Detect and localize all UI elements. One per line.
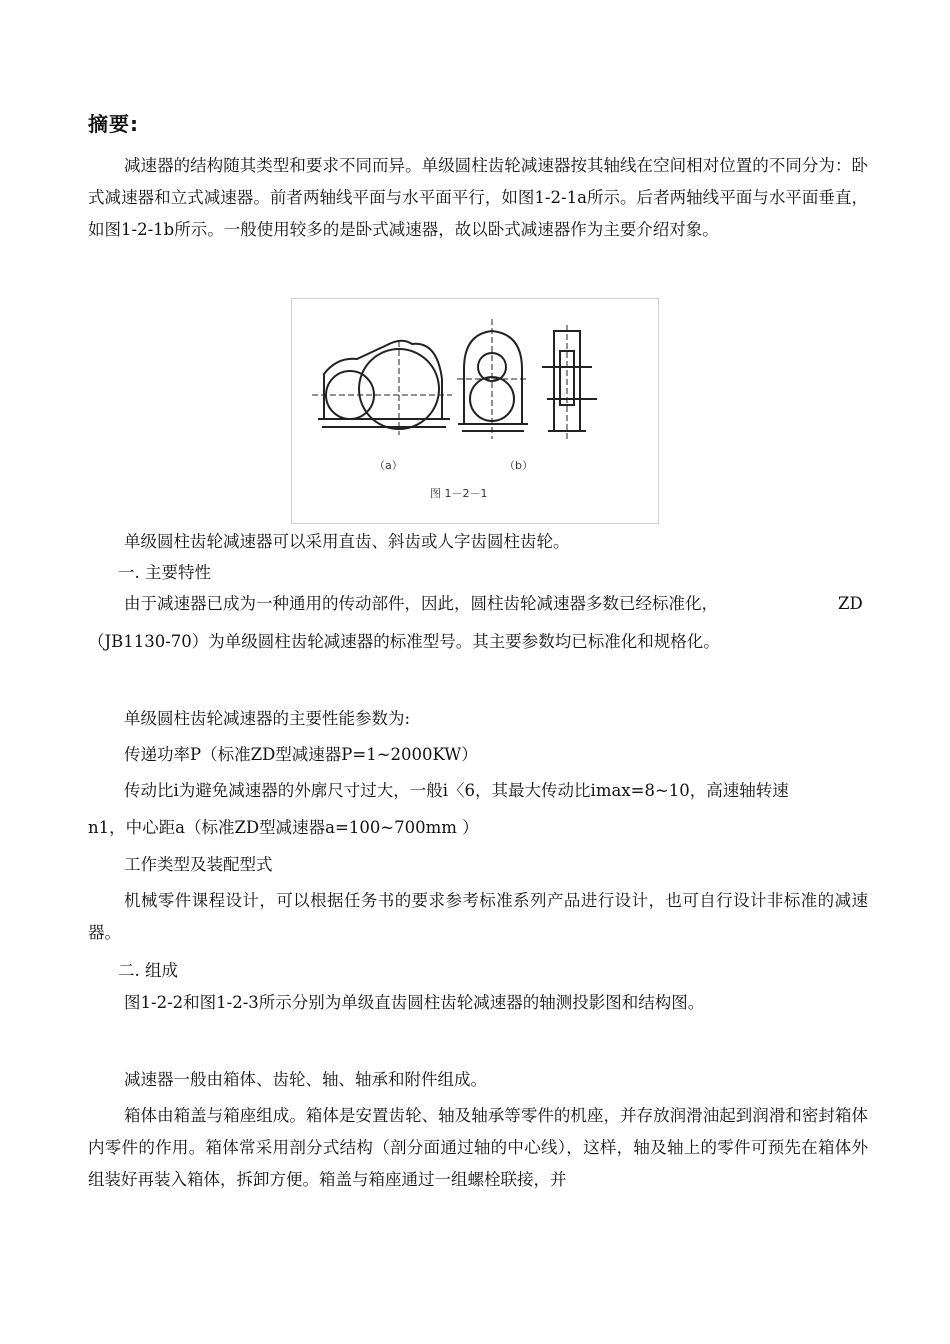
housing-paragraph: 箱体由箱盖与箱座组成。箱体是安置齿轮、轴及轴承等零件的机座，并存放润滑油起到润滑和密封箱体内零件的作用。箱体常采用剖分式结构（剖分面通过轴的中心线），这样，轴及轴上的零件可预先在箱体外组装好再装入箱体，拆卸方便。箱盖与箱座通过一组螺栓联接，并: [88, 1106, 868, 1189]
heading-composition: 二. 组成: [118, 961, 178, 980]
intro-paragraph: 减速器的结构随其类型和要求不同而异。单级圆柱齿轮减速器按其轴线在空间相对位置的不同分为：卧式减速器和立式减速器。前者两轴线平面与水平面平行，如图1-2-1a所示。后者两轴线平面与水平面垂直，如图1-2-1b所示。一般使用较多的是卧式减速器，故以卧式减速器作为主要介绍对象。: [88, 156, 868, 239]
figures-reference: 图1-2-2和图1-2-3所示分别为单级直齿圆柱齿轮减速器的轴测投影图和结构图。: [124, 993, 705, 1012]
figure-label-b: （b）: [504, 459, 533, 472]
gear-types-paragraph: 单级圆柱齿轮减速器可以采用直齿、斜齿或人字齿圆柱齿轮。: [124, 532, 570, 551]
figure-label-a: （a）: [374, 459, 403, 472]
ratio-parameter-line-1: 传动比i为避免减速器的外廓尺寸过大，一般i〈6，其最大传动比imax=8~10，高速轴转速: [124, 781, 789, 800]
work-type-line: 工作类型及装配型式: [124, 855, 273, 874]
figure-caption: 图 1－2－1: [430, 487, 488, 500]
ratio-parameter-line-2: n1，中心距a（标准ZD型减速器a=100~700mm ）: [88, 818, 479, 837]
standardization-line-1: 由于减速器已成为一种通用的传动部件，因此，圆柱齿轮减速器多数已经标准化，: [124, 594, 718, 613]
standardization-line-2: （JB1130-70）为单级圆柱齿轮减速器的标准型号。其主要参数均已标准化和规格化。: [88, 632, 720, 651]
performance-params-intro: 单级圆柱齿轮减速器的主要性能参数为:: [124, 709, 411, 728]
reducer-figure: [291, 298, 659, 524]
standardization-zd: ZD: [838, 594, 863, 613]
heading-main-features: 一. 主要特性: [118, 563, 211, 582]
components-line: 减速器一般由箱体、齿轮、轴、轴承和附件组成。: [124, 1070, 487, 1089]
abstract-title: 摘要:: [88, 112, 139, 136]
course-design-paragraph: 机械零件课程设计，可以根据任务书的要求参考标准系列产品进行设计，也可自行设计非标准的减速器。: [88, 891, 868, 942]
power-parameter: 传递功率P（标准ZD型减速器P=1~2000KW）: [124, 745, 478, 764]
